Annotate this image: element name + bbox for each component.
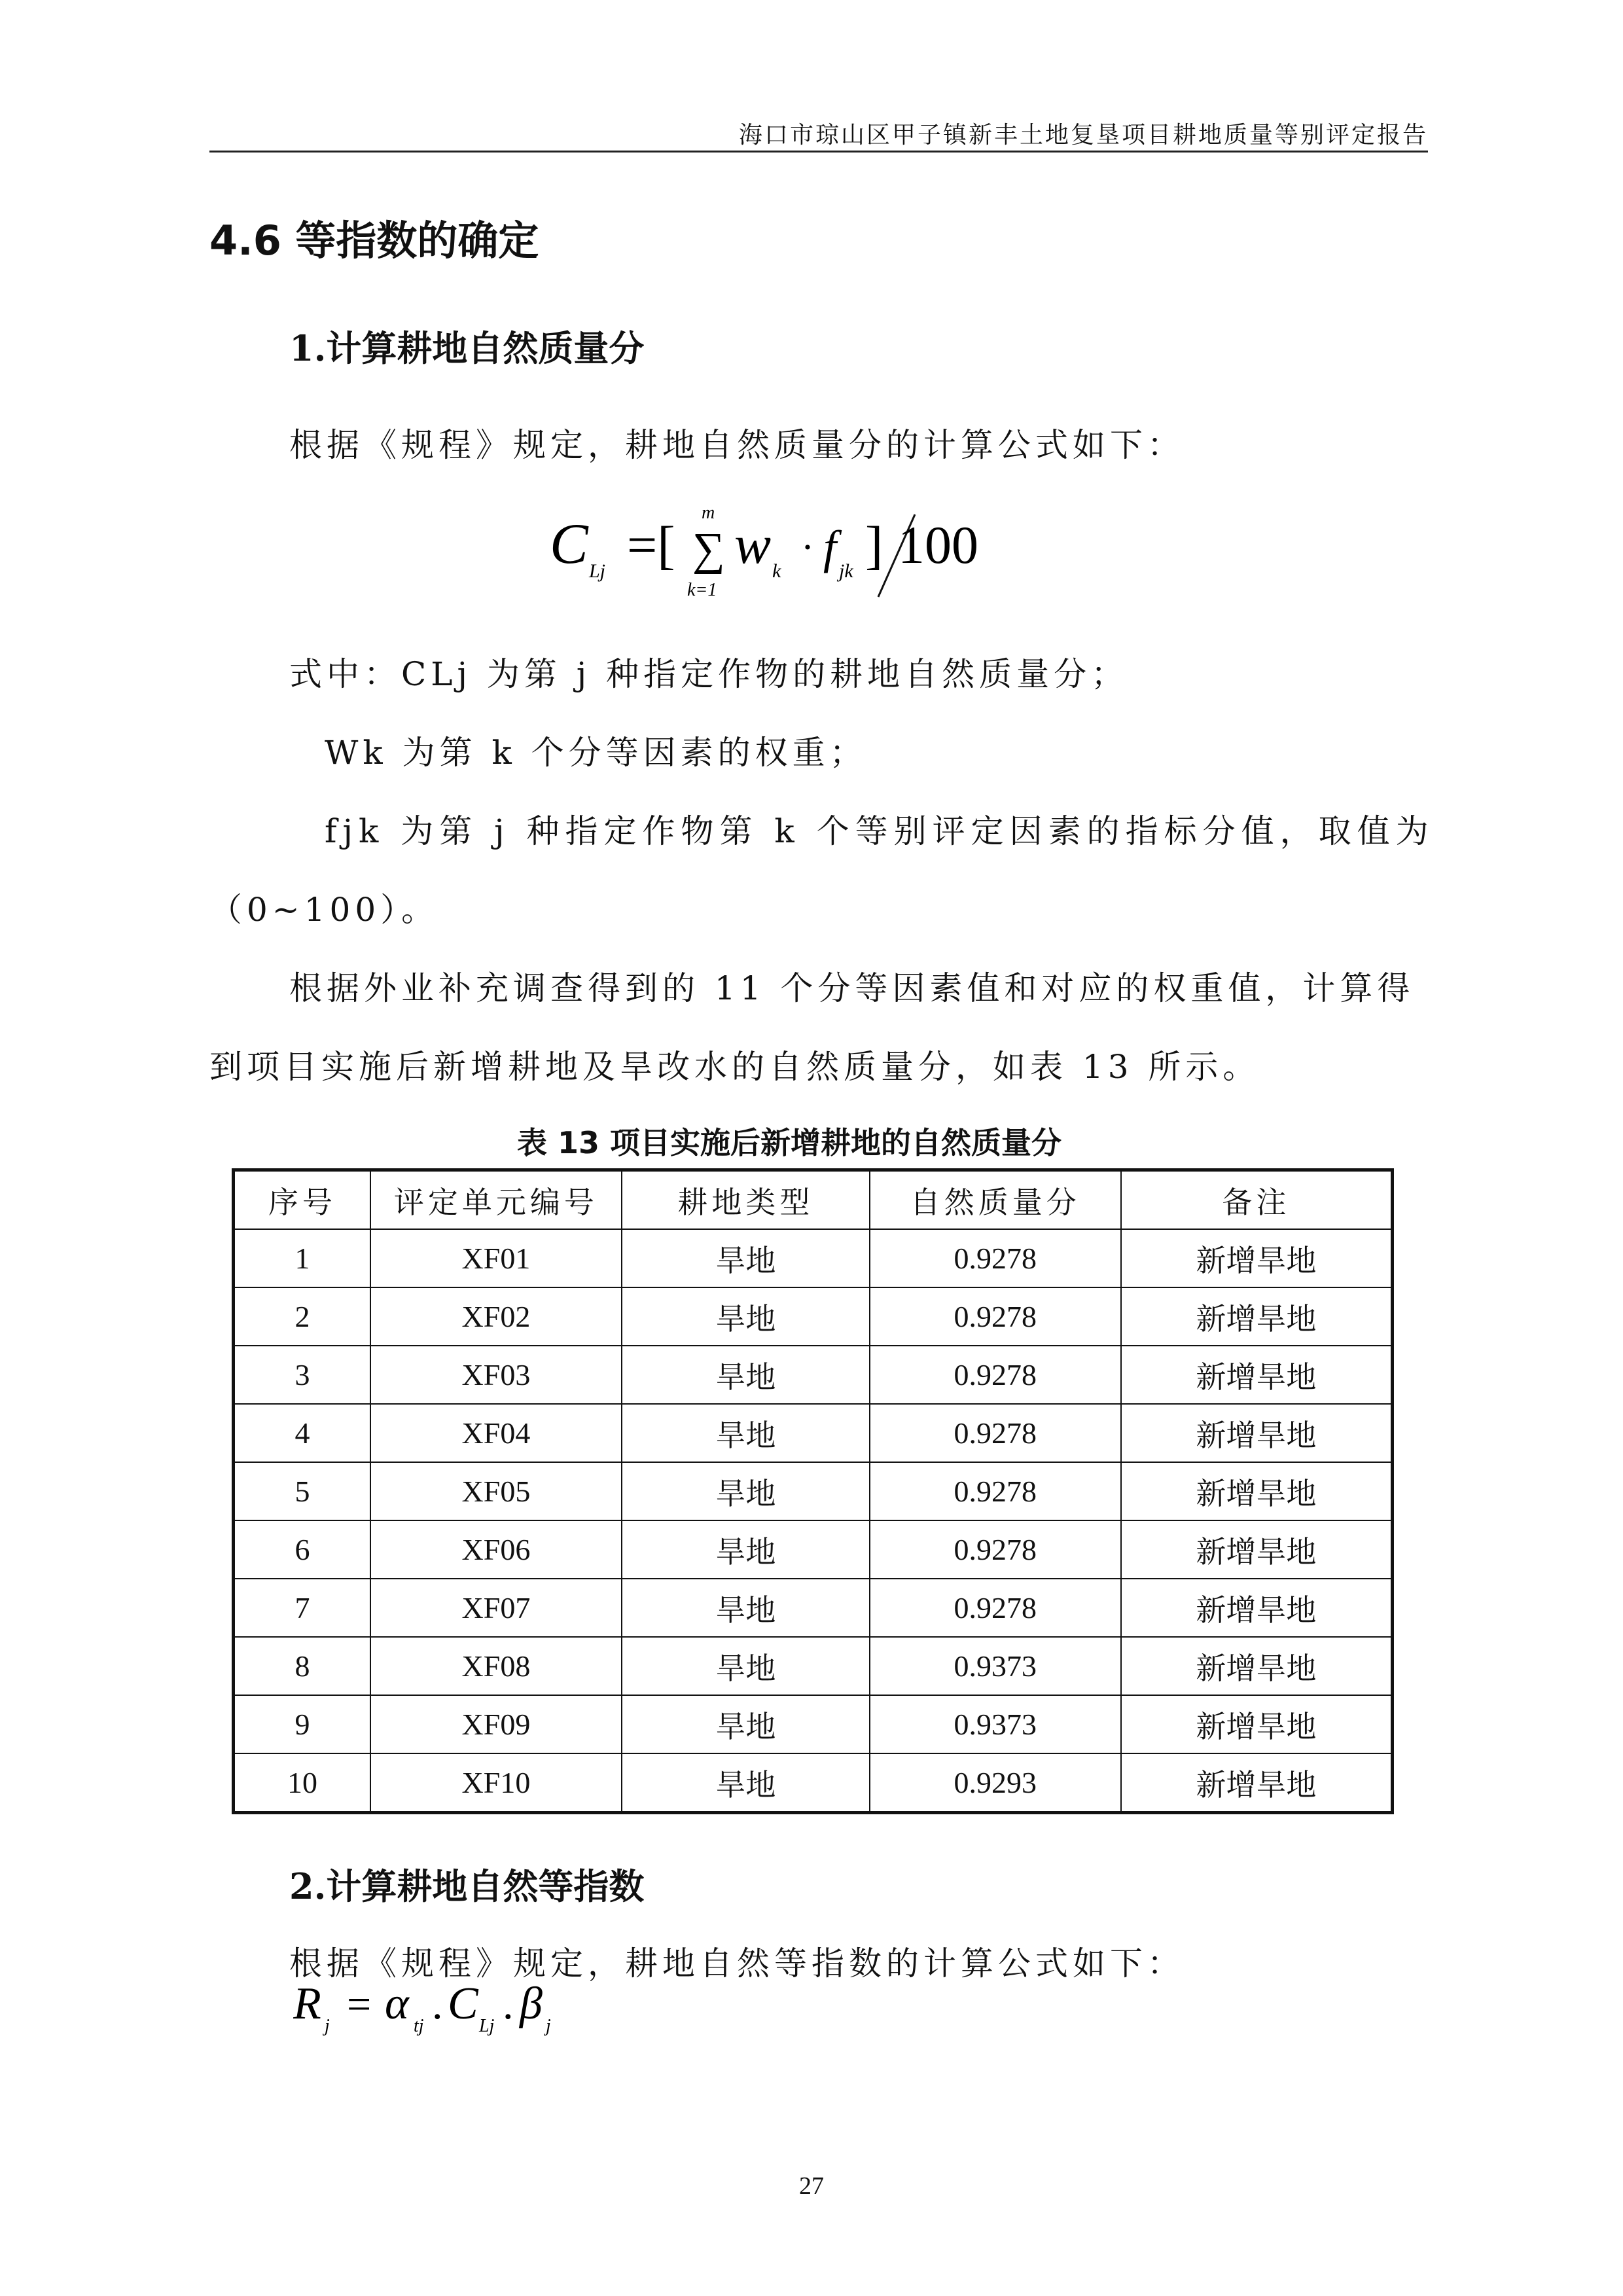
- formula-sigma-bottom: k=1: [687, 580, 717, 600]
- cell-index: 8: [234, 1637, 370, 1695]
- formula2-beta-sub: j: [546, 2016, 551, 2036]
- cell-land-type: 旱地: [622, 1346, 870, 1404]
- cell-unit-code: XF09: [370, 1695, 622, 1753]
- formula2-c-sub: Lj: [479, 2016, 495, 2036]
- cell-index: 9: [234, 1695, 370, 1753]
- formula2-r: R: [293, 1979, 321, 2029]
- cell-index: 2: [234, 1287, 370, 1346]
- formula2-alpha: α: [385, 1979, 409, 2029]
- cell-unit-code: XF05: [370, 1462, 622, 1520]
- cell-index: 6: [234, 1520, 370, 1579]
- table-row: [234, 1579, 1393, 1637]
- formula2-eq: =: [347, 1981, 372, 2028]
- where-line-1: 式中：CLj 为第 j 种指定作物的耕地自然质量分；: [289, 655, 1129, 693]
- table-caption: 表 13 项目实施后新增耕地的自然质量分: [517, 1125, 1062, 1160]
- cell-index: 10: [234, 1753, 370, 1813]
- cell-unit-code: XF03: [370, 1346, 622, 1404]
- formula-intro-2: 根据《规程》规定，耕地自然等指数的计算公式如下：: [289, 1945, 1185, 1982]
- formula-f: f: [823, 521, 837, 573]
- cell-land-type: 旱地: [622, 1579, 870, 1637]
- col-header-land-type: 耕地类型: [622, 1170, 870, 1230]
- cell-quality-score: 0.9373: [870, 1695, 1121, 1753]
- cell-quality-score: 0.9278: [870, 1462, 1121, 1520]
- header-rule: [209, 151, 1428, 152]
- cell-remark: 新增旱地: [1121, 1229, 1393, 1287]
- cell-quality-score: 0.9278: [870, 1579, 1121, 1637]
- cell-land-type: 旱地: [622, 1695, 870, 1753]
- cell-land-type: 旱地: [622, 1462, 870, 1520]
- natural-quality-formula: [550, 497, 1008, 615]
- cell-remark: 新增旱地: [1121, 1287, 1393, 1346]
- cell-unit-code: XF02: [370, 1287, 622, 1346]
- formula2-beta: β: [520, 1979, 543, 2029]
- where-line-2: Wk 为第 k 个分等因素的权重；: [325, 734, 867, 772]
- cell-remark: 新增旱地: [1121, 1520, 1393, 1579]
- cell-index: 5: [234, 1462, 370, 1520]
- page-number: 27: [799, 2172, 824, 2200]
- cell-remark: 新增旱地: [1121, 1404, 1393, 1462]
- formula2-r-sub: j: [325, 2016, 330, 2036]
- cell-quality-score: 0.9278: [870, 1404, 1121, 1462]
- table-row: [234, 1229, 1393, 1287]
- cell-land-type: 旱地: [622, 1753, 870, 1813]
- formula2-c: C: [448, 1979, 478, 2029]
- cell-remark: 新增旱地: [1121, 1346, 1393, 1404]
- cell-quality-score: 0.9293: [870, 1753, 1121, 1813]
- formula2-alpha-sub: tj: [414, 2016, 424, 2036]
- formula-c-sub: Lj: [589, 560, 606, 582]
- formula-w: w: [734, 514, 772, 575]
- cell-land-type: 旱地: [622, 1637, 870, 1695]
- cell-unit-code: XF01: [370, 1229, 622, 1287]
- col-header-unit-code: 评定单元编号: [370, 1170, 622, 1230]
- natural-index-formula: [293, 1977, 633, 2049]
- subsection-heading-2: 2.计算耕地自然等指数: [289, 1865, 645, 1907]
- cell-unit-code: XF07: [370, 1579, 622, 1637]
- table-row: [234, 1404, 1393, 1462]
- cell-remark: 新增旱地: [1121, 1695, 1393, 1753]
- cell-land-type: 旱地: [622, 1287, 870, 1346]
- cell-remark: 新增旱地: [1121, 1462, 1393, 1520]
- cell-index: 1: [234, 1229, 370, 1287]
- cell-quality-score: 0.9278: [870, 1287, 1121, 1346]
- cell-quality-score: 0.9278: [870, 1346, 1121, 1404]
- cell-unit-code: XF10: [370, 1753, 622, 1813]
- formula2-dot2: .: [503, 1981, 514, 2028]
- table-header-row: [234, 1170, 1393, 1230]
- paragraph-1b: 到项目实施后新增耕地及旱改水的自然质量分，如表 13 所示。: [209, 1048, 1260, 1086]
- col-header-index: 序号: [234, 1170, 370, 1230]
- formula-denom: 100: [898, 515, 978, 575]
- cell-index: 3: [234, 1346, 370, 1404]
- formula-f-sub: jk: [839, 560, 853, 582]
- formula-dot: ·: [801, 526, 814, 569]
- cell-quality-score: 0.9373: [870, 1637, 1121, 1695]
- cell-unit-code: XF04: [370, 1404, 622, 1462]
- cell-land-type: 旱地: [622, 1404, 870, 1462]
- formula-w-sub: k: [772, 560, 781, 582]
- formula-eq: =[: [627, 515, 675, 575]
- running-header: 海口市琼山区甲子镇新丰土地复垦项目耕地质量等别评定报告: [738, 122, 1428, 149]
- subsection-heading-1: 1.计算耕地自然质量分: [289, 327, 645, 369]
- formula-intro-1: 根据《规程》规定，耕地自然质量分的计算公式如下：: [289, 426, 1185, 464]
- col-header-remark: 备注: [1121, 1170, 1393, 1230]
- cell-index: 7: [234, 1579, 370, 1637]
- cell-quality-score: 0.9278: [870, 1229, 1121, 1287]
- cell-unit-code: XF06: [370, 1520, 622, 1579]
- table-row: [234, 1753, 1393, 1813]
- where-line-3a: fjk 为第 j 种指定作物第 k 个等别评定因素的指标分值，取值为: [325, 812, 1435, 850]
- cell-quality-score: 0.9278: [870, 1520, 1121, 1579]
- paragraph-1a: 根据外业补充调查得到的 11 个分等因素值和对应的权重值，计算得: [289, 969, 1415, 1007]
- cell-remark: 新增旱地: [1121, 1579, 1393, 1637]
- where-line-3b: （0~100）。: [209, 891, 439, 929]
- formula2-dot1: .: [432, 1981, 443, 2028]
- table-row: [234, 1287, 1393, 1346]
- section-heading: 4.6 等指数的确定: [209, 217, 539, 264]
- table-row: [234, 1346, 1393, 1404]
- formula-c: C: [550, 512, 588, 576]
- table-row: [234, 1637, 1393, 1695]
- cell-land-type: 旱地: [622, 1229, 870, 1287]
- cell-remark: 新增旱地: [1121, 1753, 1393, 1813]
- formula-close: ]: [865, 515, 883, 575]
- cell-index: 4: [234, 1404, 370, 1462]
- col-header-quality-score: 自然质量分: [870, 1170, 1121, 1230]
- formula-sigma-top: m: [702, 503, 715, 523]
- table-row: [234, 1695, 1393, 1753]
- cell-unit-code: XF08: [370, 1637, 622, 1695]
- table-row: [234, 1462, 1393, 1520]
- natural-quality-table: [232, 1168, 1394, 1814]
- cell-remark: 新增旱地: [1121, 1637, 1393, 1695]
- formula-sigma: ∑: [692, 524, 725, 575]
- table-row: [234, 1520, 1393, 1579]
- cell-land-type: 旱地: [622, 1520, 870, 1579]
